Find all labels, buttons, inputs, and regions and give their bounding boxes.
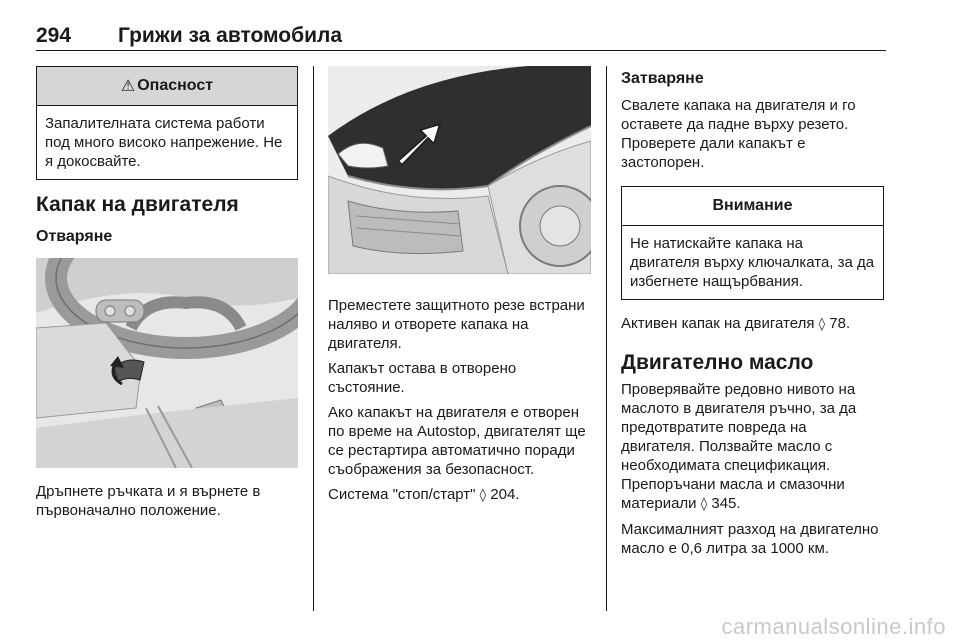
page-number: 294 — [36, 24, 72, 47]
stop-start-text: Система "стоп/старт" — [328, 486, 476, 503]
notice-box — [621, 186, 884, 300]
danger-box — [36, 66, 298, 180]
active-hood-text: Активен капак на двигателя — [621, 315, 815, 332]
paragraph-autostop: Ако капакът на двигателя е отворен по време на Autostop, двигателят ще се рестартира автоматично поради съображения за безопасност. — [328, 404, 586, 478]
paragraph-active-hood — [621, 314, 884, 334]
chapter-title: Грижи за автомобила — [118, 24, 343, 47]
notice-box-header: Внимание — [622, 187, 883, 226]
watermark: carmanualsonline.info — [721, 614, 946, 639]
section-title-engine-oil: Двигателно масло — [621, 351, 814, 374]
hood-safety-catch-illustration — [328, 66, 591, 274]
paragraph-oil-consumption: Максималният разход на двигателно масло е 0,6 литра за 1000 км. — [621, 521, 879, 557]
oil-check-text: Проверявайте редовно нивото на маслото в двигателя ръчно, за да предотвратите повреда на двигателя. Ползвайте масло с необходимата спецификация. Препоръчани масла и смазочни материали — [621, 381, 857, 512]
lever-caption: Дръпнете ръчката и я върнете в първоначално положение. — [36, 483, 261, 519]
notice-text: Не натискайте капака на двигателя върху ключалката, за да избегнете нащърбвания. — [630, 235, 875, 290]
stop-start-page-ref[interactable]: 204. — [490, 486, 520, 503]
page-reference-icon: ◊ — [700, 497, 708, 512]
column-divider — [313, 66, 314, 611]
danger-box-header — [37, 67, 297, 106]
hood-release-lever-illustration — [36, 258, 298, 468]
paragraph-closing: Свалете капака на двигателя и го оставете да падне върху резето. Проверете дали капакът е застопорен. — [621, 97, 856, 171]
column-divider — [606, 66, 607, 611]
paragraph-stop-start-ref — [328, 485, 591, 505]
paragraph-hood-stays-open: Капакът остава в отворено състояние. — [328, 360, 517, 396]
column-right — [621, 66, 884, 558]
subsection-title-opening: Отваряне — [36, 228, 113, 245]
subsection-title-closing: Затваряне — [621, 70, 704, 87]
page-reference-icon: ◊ — [818, 317, 826, 332]
hood-opening-drawing — [328, 66, 591, 274]
page-reference-icon: ◊ — [479, 488, 487, 503]
oil-page-ref[interactable]: 345. — [711, 495, 741, 512]
warning-triangle-icon: ⚠ — [120, 78, 136, 95]
danger-title: Опасност — [137, 77, 214, 94]
active-hood-page-ref[interactable]: 78. — [829, 315, 851, 332]
danger-text: Запалителната система работи под много високо напрежение. Не я докосвайте. — [45, 115, 283, 170]
hood-release-lever-drawing — [36, 258, 298, 468]
column-middle — [328, 66, 591, 505]
paragraph-oil-check — [621, 380, 884, 514]
section-title-hood: Капак на двигателя — [36, 193, 239, 216]
paragraph-move-catch: Преместете защитното резе встрани наляво и отворете капака на двигателя. — [328, 297, 585, 352]
column-left — [36, 66, 298, 520]
page-header — [36, 20, 886, 51]
